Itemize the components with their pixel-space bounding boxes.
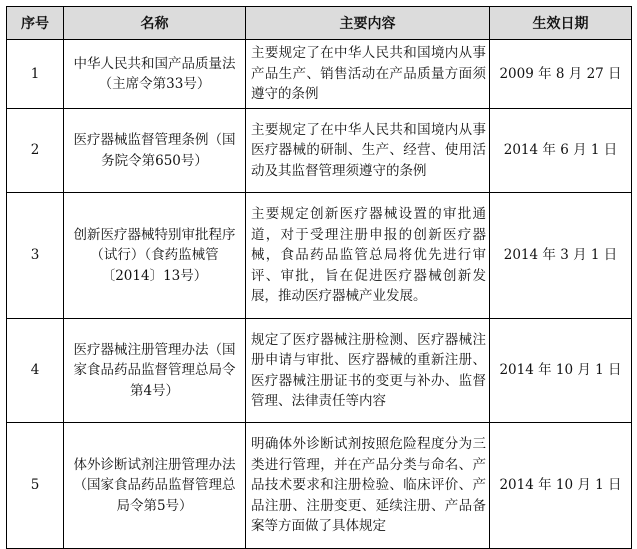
row-content: 主要规定创新医疗器械设置的审批通道，对于受理注册申报的创新医疗器械，食品药品监管总局将优先进行审评、审批，旨在促进医疗器械创新发展，推动医疗器械产业发展。 (246, 193, 490, 319)
row-name: 体外诊断试剂注册管理办法（国家食品药品监督管理总局令第5号） (64, 423, 246, 549)
row-date: 2014 年 10 月 1 日 (490, 319, 632, 423)
regulations-table (6, 6, 632, 549)
row-content: 主要规定了在中华人民共和国境内从事产品生产、销售活动在产品质量方面须遵守的条例 (246, 40, 490, 109)
header-index: 序号 (7, 7, 64, 40)
row-date: 2014 年 3 月 1 日 (490, 193, 632, 319)
row-name: 医疗器械注册管理办法（国家食品药品监督管理总局令第4号） (64, 319, 246, 423)
header-content: 主要内容 (246, 7, 490, 40)
header-date: 生效日期 (490, 7, 632, 40)
row-index: 3 (7, 193, 64, 319)
table-row (7, 319, 632, 423)
table-row (7, 40, 632, 109)
table-row (7, 193, 632, 319)
row-date: 2014 年 10 月 1 日 (490, 423, 632, 549)
row-name: 医疗器械监督管理条例（国务院令第650号） (64, 109, 246, 193)
table-header-row (7, 7, 632, 40)
table-row (7, 109, 632, 193)
row-index: 1 (7, 40, 64, 109)
row-content: 主要规定了在中华人民共和国境内从事医疗器械的研制、生产、经营、使用活动及其监督管理须遵守的条例 (246, 109, 490, 193)
row-content: 规定了医疗器械注册检测、医疗器械注册申请与审批、医疗器械的重新注册、医疗器械注册证书的变更与补办、监督管理、法律责任等内容 (246, 319, 490, 423)
header-name: 名称 (64, 7, 246, 40)
row-index: 5 (7, 423, 64, 549)
row-name: 创新医疗器械特别审批程序（试行）（食药监械管〔2014〕13号） (64, 193, 246, 319)
table-row (7, 423, 632, 549)
row-index: 2 (7, 109, 64, 193)
row-date: 2014 年 6 月 1 日 (490, 109, 632, 193)
row-name: 中华人民共和国产品质量法（主席令第33号） (64, 40, 246, 109)
row-index: 4 (7, 319, 64, 423)
row-date: 2009 年 8 月 27 日 (490, 40, 632, 109)
row-content: 明确体外诊断试剂按照危险程度分为三类进行管理，并在产品分类与命名、产品技术要求和注册检验、临床评价、产品注册、注册变更、延续注册、产品备案等方面做了具体规定 (246, 423, 490, 549)
